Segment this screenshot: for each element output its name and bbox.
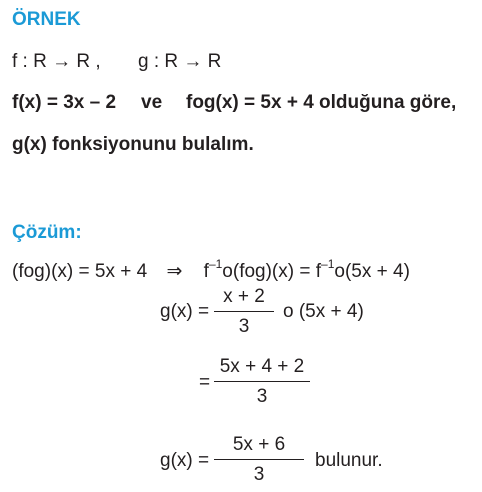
step3-numerator: 5x + 4 + 2 [219, 356, 305, 377]
step2-lhs: g(x) = [160, 301, 210, 322]
step1-middle: o(fog)(x) = f [222, 261, 322, 282]
result-fraction [214, 434, 304, 486]
step2-numerator: x + 2 [223, 286, 265, 307]
task-statement: g(x) fonksiyonunu bulalım. [12, 134, 254, 155]
fog-formula: fog(x) = 5x + 4 olduğuna göre, [186, 92, 457, 113]
g-definition: g : R → R [138, 51, 222, 72]
result-suffix: bulunur. [315, 450, 383, 471]
step1-equation [12, 257, 410, 283]
step2-denominator: 3 [238, 316, 250, 337]
step2-fraction [214, 286, 274, 338]
example-heading: ÖRNEK [12, 9, 81, 30]
step4-lhs: g(x) = [160, 450, 210, 471]
step2-composition: o (5x + 4) [283, 301, 364, 322]
step3-equals: = [199, 372, 211, 393]
step3-fraction [214, 356, 310, 408]
step1-left: (fog)(x) = 5x + 4 [12, 261, 148, 282]
result-denominator: 3 [253, 464, 265, 485]
solution-heading: Çözüm: [12, 222, 82, 243]
result-numerator: 5x + 6 [232, 434, 286, 455]
step1-end: o(5x + 4) [334, 261, 410, 282]
implies-arrow: ⇒ [166, 261, 183, 282]
step3-denominator: 3 [256, 386, 268, 407]
inverse-exponent: –1 [208, 257, 223, 271]
step1-f-inverse: $f^{-1}$ [203, 257, 223, 282]
ve-word: ve [141, 92, 163, 113]
f-definition: f : R → R , [12, 51, 101, 72]
f-formula: f(x) = 3x – 2 [12, 92, 117, 113]
inverse-exponent: –1 [321, 257, 335, 271]
